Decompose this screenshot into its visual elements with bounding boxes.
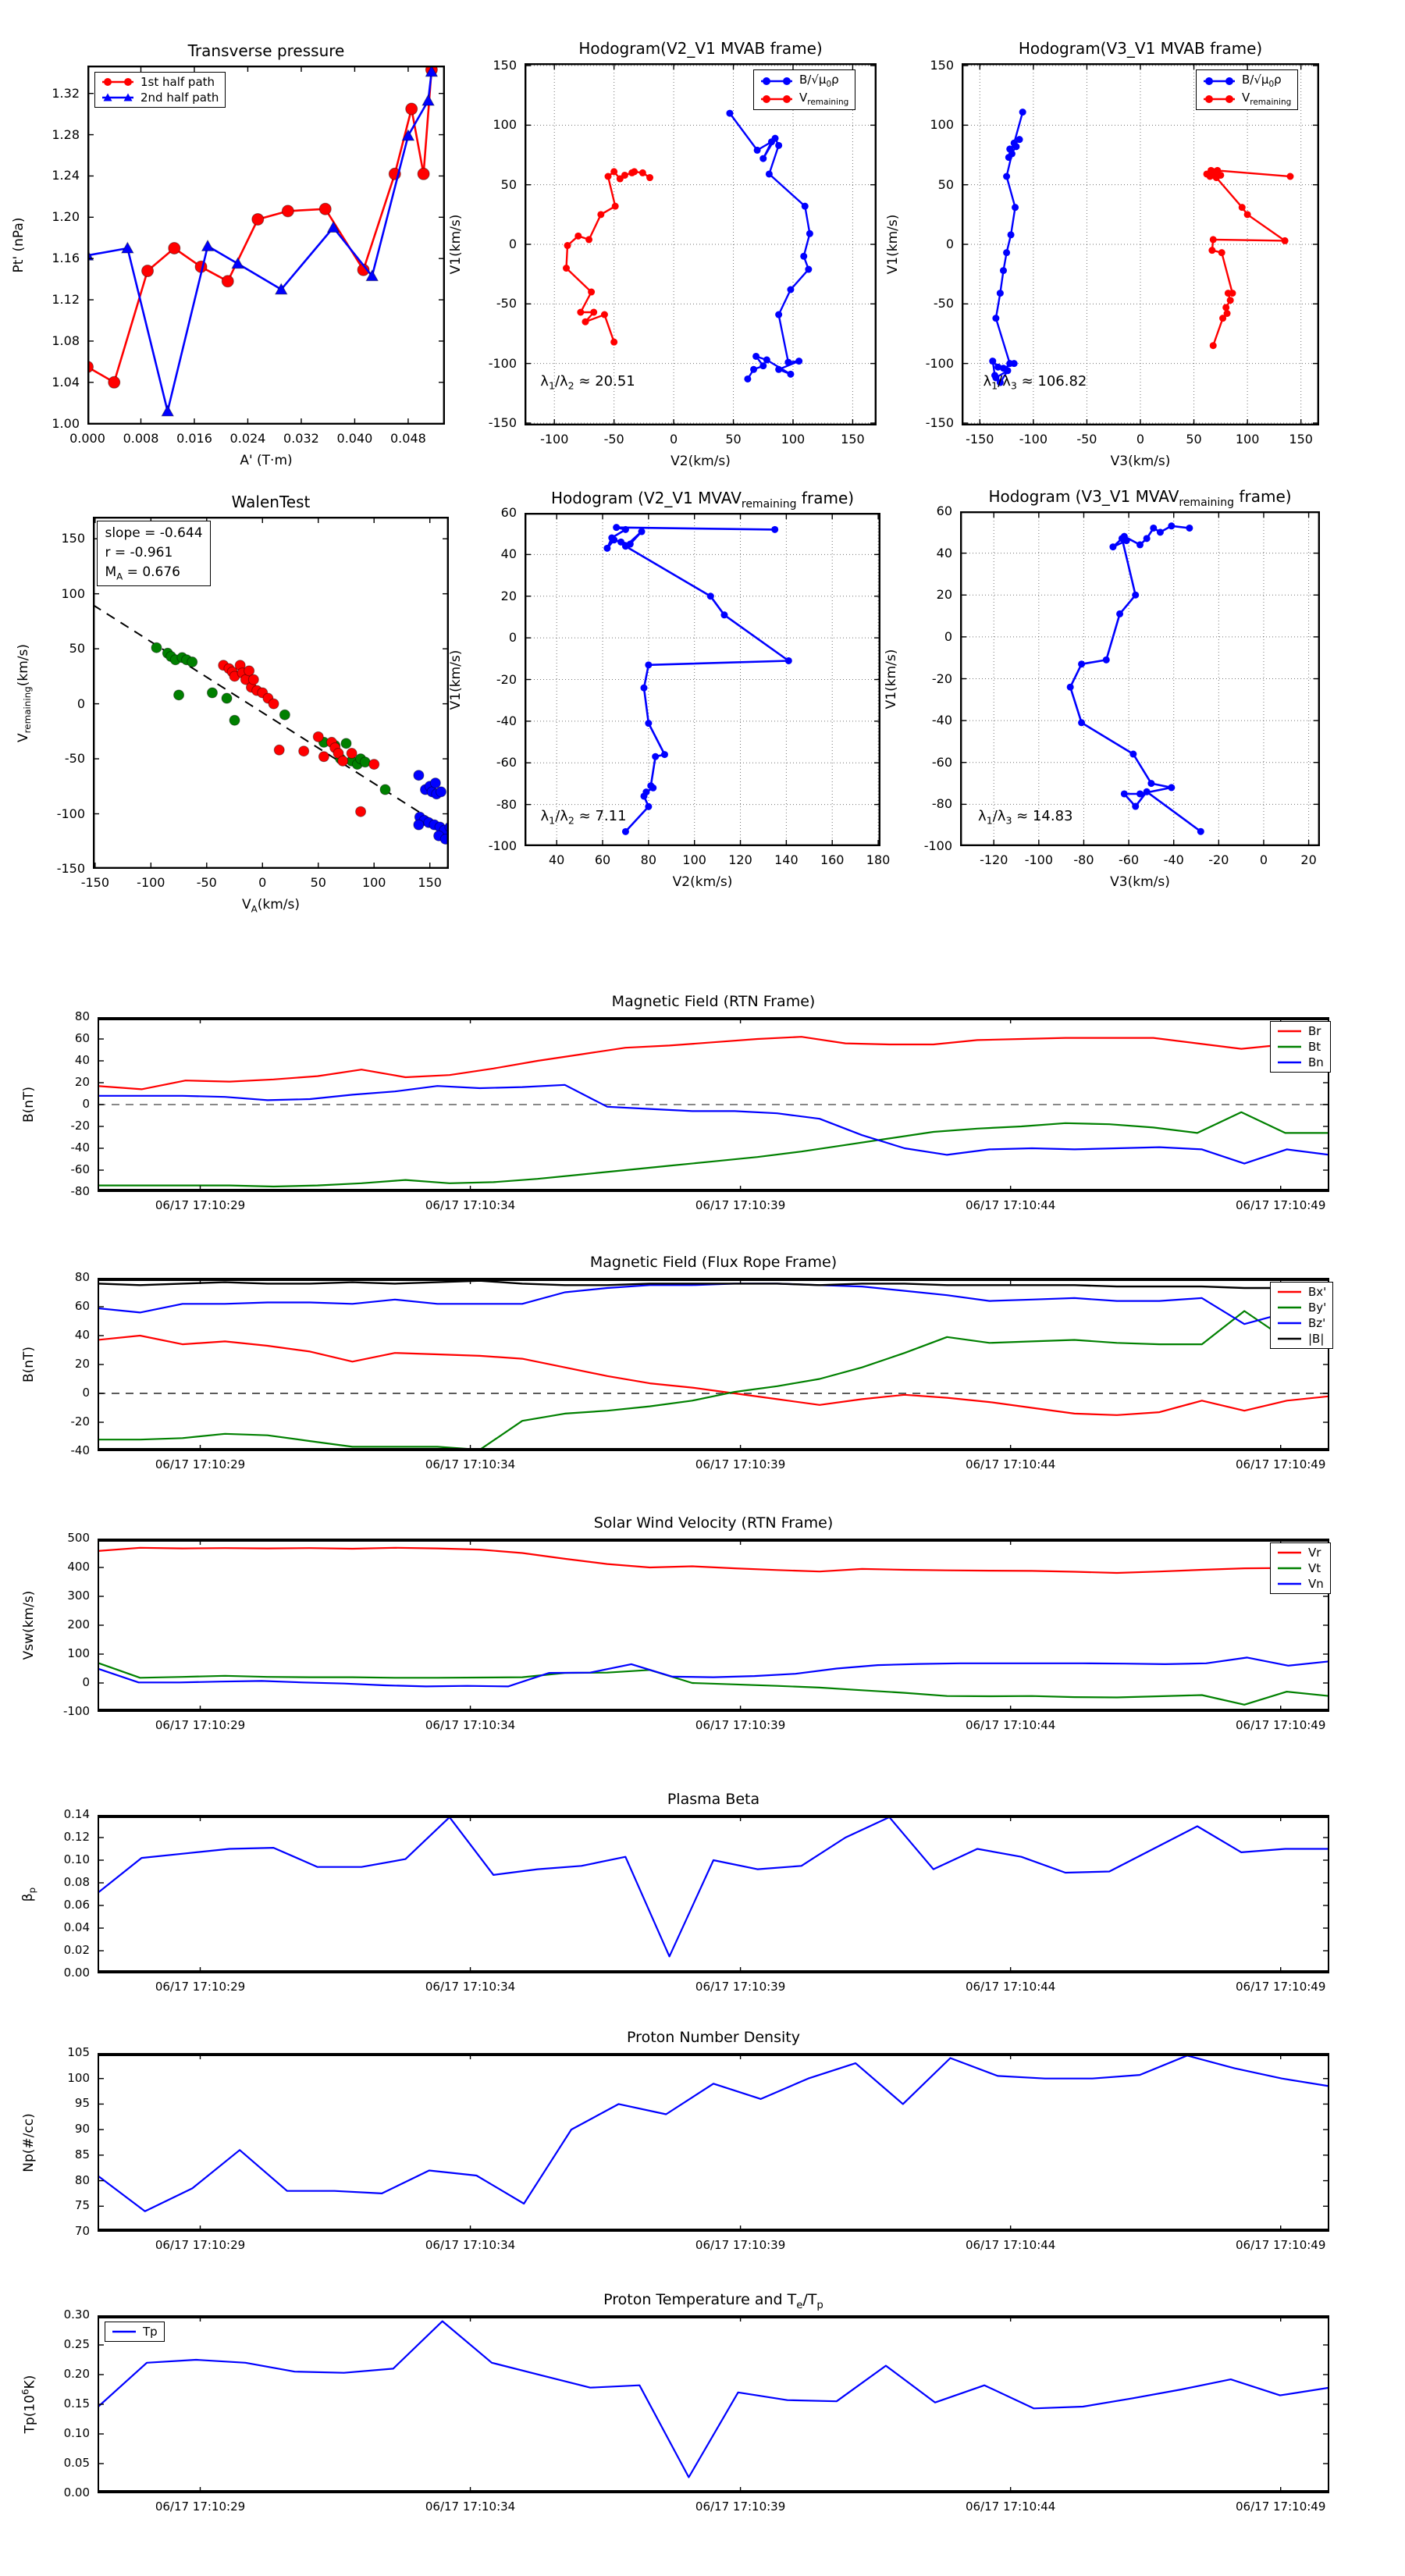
hodogram-v3v1-mvab-ytick-label: -150 — [925, 415, 954, 430]
mag-rtn-ytick-label: -40 — [70, 1140, 90, 1155]
hodogram-v2v1-mvab-legend-item — [759, 91, 848, 107]
hodogram-v3v1-mvab-xtick-label: 150 — [1289, 432, 1313, 447]
transverse-pressure-ytick-label: 1.08 — [52, 333, 80, 348]
hodogram-v2v1-mvav-ytick-label: 20 — [500, 588, 517, 603]
hodogram-v3v1-mvav-xtick-label: -120 — [980, 852, 1008, 867]
hodogram-v3v1-mvab-ytick-label: 50 — [937, 176, 954, 192]
legend-swatch-b-icon — [759, 75, 795, 87]
proton-density-ytick-label: 100 — [67, 2070, 90, 2085]
mag-rtn-legend-item — [1275, 1024, 1324, 1038]
hodogram-v3v1-mvav-xtick-label: 0 — [1259, 852, 1268, 867]
proton-temperature-title: Proton Temperature and $T_e/T_p$ — [603, 2291, 823, 2311]
proton-density-xtick-label: 06/17 17:10:49 — [1236, 2238, 1326, 2252]
plot-hodogram-v2v1-mvav — [525, 513, 880, 846]
plot-proton-temperature — [98, 2315, 1329, 2493]
transverse-pressure-xtick-label: 0.032 — [283, 431, 319, 446]
hodogram-v2v1-mvab-legend-label: $B/√\mu_0\rho$ — [799, 73, 839, 89]
transverse-pressure-xtick-label: 0.016 — [176, 431, 212, 446]
hodogram-v3v1-mvab-xlabel: V3(km/s) — [1110, 454, 1171, 469]
hodogram-v3v1-mvab-legend-label: $V_{remaining}$ — [1242, 91, 1292, 107]
hodogram-v3v1-mvav-title: Hodogram (V3_V1 $MVAV_{remaining}$ frame) — [988, 487, 1292, 509]
hodogram-v3v1-mvav-xtick-label: -40 — [1163, 852, 1184, 867]
proton-temperature-ytick-label: 0.05 — [63, 2456, 90, 2470]
walen-test-ytick-label: 0 — [76, 696, 85, 711]
hodogram-v2v1-mvav-title: Hodogram (V2_V1 $MVAV_{remaining}$ frame) — [550, 489, 855, 511]
legend-swatch-bn-icon — [1275, 1056, 1304, 1069]
mag-rtn-ytick-label: 80 — [74, 1009, 90, 1023]
mag-fluxrope-legend-item — [1275, 1285, 1326, 1299]
hodogram-v3v1-mvav-xtick-label: -100 — [1024, 852, 1053, 867]
hodogram-v2v1-mvav-ytick-label: -100 — [488, 838, 517, 853]
transverse-pressure-ytick-label: 1.32 — [52, 85, 80, 101]
plasma-beta-ytick-label: 0.14 — [63, 1807, 90, 1821]
walen-test-xtick-label: -150 — [80, 875, 109, 890]
hodogram-v2v1-mvab-legend — [753, 69, 855, 110]
proton-temperature-xtick-label: 06/17 17:10:39 — [695, 2500, 786, 2514]
hodogram-v3v1-mvab-plot-area — [962, 63, 1319, 425]
mag-rtn-ylabel: B(nT) — [21, 1086, 37, 1123]
plasma-beta-xtick-label: 06/17 17:10:39 — [695, 1980, 786, 1994]
vsw-rtn-xtick-label: 06/17 17:10:44 — [965, 1718, 1056, 1732]
vsw-rtn-ytick-label: 500 — [67, 1531, 90, 1545]
legend-swatch-bx-icon — [1275, 1286, 1304, 1298]
mag-fluxrope-legend-label: Bx' — [1308, 1285, 1327, 1299]
mag-rtn-xtick-label: 06/17 17:10:29 — [155, 1198, 246, 1212]
hodogram-v2v1-mvab-xtick-label: 0 — [670, 432, 678, 447]
hodogram-v2v1-mvab-legend-item — [759, 73, 848, 89]
legend-swatch-br-icon — [1275, 1025, 1304, 1037]
hodogram-v3v1-mvav-xlabel: V3(km/s) — [1110, 874, 1170, 890]
hodogram-v2v1-mvav-xlabel: V2(km/s) — [672, 874, 733, 890]
walen-test-xtick-label: -100 — [137, 875, 165, 890]
hodogram-v2v1-mvav-ytick-label: -20 — [496, 671, 517, 687]
hodogram-v2v1-mvav-ytick-label: 40 — [500, 546, 517, 562]
walen-test-ytick-label: -100 — [56, 806, 85, 821]
transverse-pressure-ytick-label: 1.12 — [52, 292, 80, 308]
mag-fluxrope-legend — [1270, 1282, 1333, 1349]
plasma-beta-xtick-label: 06/17 17:10:44 — [965, 1980, 1056, 1994]
hodogram-v3v1-mvab-legend-item — [1201, 73, 1291, 89]
legend-swatch-sthalfpath-icon — [100, 76, 136, 88]
mag-rtn-xtick-label: 06/17 17:10:39 — [695, 1198, 786, 1212]
proton-density-plot-area — [98, 2053, 1329, 2232]
hodogram-v3v1-mvav-ytick-label: -60 — [931, 754, 952, 770]
walen-test-annotation: slope = -0.644 r = -0.961 $M_A = 0.676$ — [97, 521, 210, 586]
hodogram-v2v1-mvav-ytick-label: -40 — [496, 713, 517, 728]
proton-density-ytick-label: 75 — [74, 2198, 90, 2213]
mag-fluxrope-plot-area — [98, 1278, 1329, 1451]
mag-rtn-ytick-label: 0 — [82, 1097, 90, 1111]
mag-rtn-legend — [1270, 1021, 1331, 1073]
plot-hodogram-v3v1-mvab — [962, 63, 1319, 425]
mag-fluxrope-ytick-label: -20 — [70, 1414, 90, 1429]
proton-density-ytick-label: 70 — [74, 2224, 90, 2238]
hodogram-v2v1-mvab-xtick-label: 100 — [781, 432, 806, 447]
mag-fluxrope-xtick-label: 06/17 17:10:49 — [1236, 1457, 1326, 1471]
mag-rtn-title: Magnetic Field (RTN Frame) — [611, 993, 816, 1010]
proton-temperature-ytick-label: 0.25 — [63, 2337, 90, 2351]
transverse-pressure-legend-label: 1st half path — [140, 75, 215, 89]
vsw-rtn-legend-item — [1275, 1546, 1324, 1560]
mag-fluxrope-ytick-label: 0 — [82, 1386, 90, 1400]
hodogram-v3v1-mvav-ytick-label: 60 — [936, 503, 952, 518]
plasma-beta-xtick-label: 06/17 17:10:34 — [425, 1980, 516, 1994]
hodogram-v3v1-mvab-xtick-label: -150 — [966, 432, 994, 447]
mag-fluxrope-legend-item — [1275, 1316, 1326, 1330]
mag-fluxrope-xtick-label: 06/17 17:10:39 — [695, 1457, 786, 1471]
hodogram-v2v1-mvav-xtick-label: 40 — [548, 852, 565, 867]
plasma-beta-ytick-label: 0.06 — [63, 1898, 90, 1912]
transverse-pressure-xtick-label: 0.024 — [229, 431, 266, 446]
mag-fluxrope-ytick-label: 20 — [74, 1357, 90, 1371]
hodogram-v2v1-mvab-ytick-label: -50 — [496, 296, 517, 311]
mag-rtn-legend-label: Bt — [1308, 1040, 1321, 1054]
hodogram-v3v1-mvab-ytick-label: -50 — [933, 296, 954, 311]
proton-temperature-ytick-label: 0.00 — [63, 2485, 90, 2500]
plasma-beta-ytick-label: 0.04 — [63, 1920, 90, 1934]
hodogram-v3v1-mvav-ytick-label: 40 — [936, 545, 952, 560]
hodogram-v3v1-mvav-plot-area — [960, 511, 1320, 846]
mag-rtn-ytick-label: 60 — [74, 1031, 90, 1045]
walen-test-ytick-label: -50 — [64, 751, 85, 767]
proton-temperature-xtick-label: 06/17 17:10:49 — [1236, 2500, 1326, 2514]
vsw-rtn-plot-area — [98, 1539, 1329, 1712]
vsw-rtn-ytick-label: 100 — [67, 1646, 90, 1660]
transverse-pressure-ytick-label: 1.24 — [52, 168, 80, 183]
hodogram-v3v1-mvav-ytick-label: -100 — [923, 838, 952, 853]
plasma-beta-ylabel: $\beta_p$ — [20, 1887, 38, 1902]
walen-test-ytick-label: 50 — [69, 641, 85, 656]
proton-density-title: Proton Number Density — [627, 2029, 800, 2046]
mag-fluxrope-legend-label: |B| — [1308, 1332, 1325, 1346]
vsw-rtn-xtick-label: 06/17 17:10:34 — [425, 1718, 516, 1732]
hodogram-v3v1-mvab-ytick-label: 0 — [945, 237, 954, 251]
hodogram-v3v1-mvab-legend — [1196, 69, 1298, 110]
transverse-pressure-ytick-label: 1.16 — [52, 251, 80, 266]
proton-temperature-plot-area — [98, 2315, 1329, 2493]
hodogram-v3v1-mvav-ytick-label: -40 — [931, 713, 952, 728]
hodogram-v2v1-mvab-ytick-label: 100 — [493, 117, 517, 133]
hodogram-v2v1-mvab-xlabel: V2(km/s) — [670, 454, 731, 469]
transverse-pressure-ytick-label: 1.28 — [52, 126, 80, 142]
mag-fluxrope-legend-label: By' — [1308, 1300, 1327, 1315]
legend-swatch-ndhalfpath-icon — [100, 91, 136, 104]
hodogram-v2v1-mvav-xtick-label: 100 — [682, 852, 706, 867]
transverse-pressure-xlabel: A' (T·m) — [240, 453, 293, 468]
hodogram-v2v1-mvab-ylabel: V1(km/s) — [448, 214, 464, 275]
transverse-pressure-legend-item — [100, 91, 219, 105]
legend-swatch-tp-icon — [110, 2325, 138, 2338]
walen-test-title: WalenTest — [231, 493, 311, 511]
hodogram-v2v1-mvav-annotation: $\lambda_1/\lambda_2 \approx 7.11$ — [540, 807, 627, 827]
mag-rtn-ytick-label: 40 — [74, 1053, 90, 1067]
legend-swatch-b-icon — [1275, 1332, 1304, 1345]
proton-density-ytick-label: 95 — [74, 2096, 90, 2111]
hodogram-v2v1-mvav-xtick-label: 140 — [774, 852, 799, 867]
hodogram-v2v1-mvav-xtick-label: 160 — [820, 852, 845, 867]
vsw-rtn-xtick-label: 06/17 17:10:39 — [695, 1718, 786, 1732]
proton-density-ytick-label: 85 — [74, 2147, 90, 2161]
hodogram-v3v1-mvab-ylabel: V1(km/s) — [885, 214, 901, 275]
walen-test-xtick-label: -50 — [196, 875, 217, 890]
vsw-rtn-xtick-label: 06/17 17:10:29 — [155, 1718, 246, 1732]
vsw-rtn-ytick-label: 300 — [67, 1589, 90, 1603]
vsw-rtn-legend-item — [1275, 1561, 1324, 1575]
hodogram-v3v1-mvab-xtick-label: 50 — [1186, 432, 1202, 447]
walen-test-ytick-label: 100 — [61, 585, 85, 601]
plot-hodogram-v3v1-mvav — [960, 511, 1320, 846]
plot-mag-fluxrope — [98, 1278, 1329, 1451]
hodogram-v3v1-mvab-ytick-label: 100 — [930, 117, 954, 133]
mag-fluxrope-ytick-label: 80 — [74, 1270, 90, 1284]
walen-test-xlabel: $V_A(km/s)$ — [241, 897, 301, 915]
vsw-rtn-legend-item — [1275, 1577, 1324, 1591]
proton-temperature-ytick-label: 0.10 — [63, 2426, 90, 2440]
mag-rtn-ytick-label: -20 — [70, 1119, 90, 1133]
vsw-rtn-legend — [1270, 1542, 1331, 1594]
mag-fluxrope-legend-label: Bz' — [1308, 1316, 1326, 1330]
mag-fluxrope-xtick-label: 06/17 17:10:34 — [425, 1457, 516, 1471]
mag-rtn-legend-item — [1275, 1055, 1324, 1069]
hodogram-v2v1-mvab-ytick-label: 50 — [500, 176, 517, 192]
hodogram-v3v1-mvab-xtick-label: -50 — [1076, 432, 1097, 447]
proton-temperature-xtick-label: 06/17 17:10:29 — [155, 2500, 246, 2514]
hodogram-v3v1-mvab-xtick-label: 100 — [1235, 432, 1260, 447]
mag-rtn-ytick-label: -60 — [70, 1162, 90, 1176]
proton-density-xtick-label: 06/17 17:10:39 — [695, 2238, 786, 2252]
hodogram-v3v1-mvav-ytick-label: 20 — [936, 587, 952, 603]
hodogram-v3v1-mvav-annotation: $\lambda_1/\lambda_3 \approx 14.83$ — [978, 807, 1073, 827]
hodogram-v3v1-mvab-title: Hodogram(V3_V1 MVAB frame) — [1018, 39, 1263, 58]
mag-fluxrope-xtick-label: 06/17 17:10:29 — [155, 1457, 246, 1471]
hodogram-v2v1-mvab-title: Hodogram(V2_V1 MVAB frame) — [578, 39, 823, 58]
vsw-rtn-legend-label: Vn — [1308, 1577, 1324, 1591]
proton-density-ytick-label: 105 — [67, 2045, 90, 2059]
hodogram-v3v1-mvab-ytick-label: 150 — [930, 58, 954, 73]
transverse-pressure-ytick-label: 1.04 — [52, 374, 80, 390]
plasma-beta-ytick-label: 0.02 — [63, 1943, 90, 1957]
transverse-pressure-xtick-label: 0.000 — [69, 431, 105, 446]
proton-density-xtick-label: 06/17 17:10:29 — [155, 2238, 246, 2252]
walen-test-xtick-label: 50 — [310, 875, 326, 890]
hodogram-v3v1-mvab-ytick-label: -100 — [925, 355, 954, 371]
transverse-pressure-legend — [94, 72, 226, 108]
hodogram-v2v1-mvav-ytick-label: -80 — [496, 796, 517, 812]
mag-rtn-ytick-label: -80 — [70, 1184, 90, 1198]
transverse-pressure-ytick-label: 1.20 — [52, 209, 80, 225]
proton-temperature-ytick-label: 0.30 — [63, 2307, 90, 2322]
mag-rtn-ytick-label: 20 — [74, 1075, 90, 1089]
transverse-pressure-legend-label: 2nd half path — [140, 91, 219, 105]
mag-rtn-legend-label: Bn — [1308, 1055, 1324, 1069]
transverse-pressure-title: Transverse pressure — [187, 41, 345, 60]
walen-test-ytick-label: -150 — [56, 861, 85, 876]
hodogram-v2v1-mvav-xtick-label: 80 — [640, 852, 657, 867]
legend-swatch-vt-icon — [1275, 1562, 1304, 1574]
proton-temperature-xtick-label: 06/17 17:10:44 — [965, 2500, 1056, 2514]
mag-fluxrope-ytick-label: -40 — [70, 1443, 90, 1457]
hodogram-v2v1-mvab-annotation: $\lambda_1/\lambda_2 \approx 20.51$ — [540, 372, 635, 392]
legend-swatch-bz-icon — [1275, 1317, 1304, 1329]
hodogram-v2v1-mvab-ytick-label: 150 — [493, 58, 517, 73]
mag-fluxrope-title: Magnetic Field (Flux Rope Frame) — [589, 1254, 838, 1271]
plasma-beta-ytick-label: 0.10 — [63, 1852, 90, 1866]
mag-rtn-plot-area — [98, 1017, 1329, 1192]
hodogram-v2v1-mvab-plot-area — [525, 63, 877, 425]
transverse-pressure-ylabel: Pt' (nPa) — [11, 217, 27, 273]
plot-hodogram-v2v1-mvab — [525, 63, 877, 425]
plot-proton-density — [98, 2053, 1329, 2232]
hodogram-v2v1-mvab-xtick-label: -50 — [603, 432, 624, 447]
hodogram-v2v1-mvav-xtick-label: 180 — [866, 852, 891, 867]
hodogram-v2v1-mvab-xtick-label: -100 — [540, 432, 569, 447]
plot-vsw-rtn — [98, 1539, 1329, 1712]
hodogram-v2v1-mvav-ytick-label: 0 — [508, 630, 517, 646]
vsw-rtn-legend-label: Vt — [1308, 1561, 1321, 1575]
mag-rtn-legend-item — [1275, 1040, 1324, 1054]
legend-swatch-bt-icon — [1275, 1041, 1304, 1053]
vsw-rtn-ytick-label: -100 — [62, 1704, 90, 1718]
proton-density-ytick-label: 90 — [74, 2122, 90, 2137]
mag-fluxrope-xtick-label: 06/17 17:10:44 — [965, 1457, 1056, 1471]
plasma-beta-xtick-label: 06/17 17:10:29 — [155, 1980, 246, 1994]
mag-fluxrope-ylabel: B(nT) — [21, 1346, 37, 1383]
hodogram-v2v1-mvab-xtick-label: 150 — [841, 432, 865, 447]
mag-rtn-legend-label: Br — [1308, 1024, 1321, 1038]
hodogram-v2v1-mvab-xtick-label: 50 — [725, 432, 742, 447]
hodogram-v2v1-mvav-xtick-label: 120 — [728, 852, 752, 867]
vsw-rtn-ytick-label: 0 — [82, 1675, 90, 1689]
walen-test-xtick-label: 0 — [258, 875, 267, 890]
plasma-beta-ytick-label: 0.12 — [63, 1830, 90, 1844]
proton-temperature-xtick-label: 06/17 17:10:34 — [425, 2500, 516, 2514]
hodogram-v2v1-mvab-ytick-label: -150 — [488, 415, 517, 430]
hodogram-v3v1-mvav-ytick-label: 0 — [944, 628, 952, 644]
hodogram-v2v1-mvav-ylabel: V1(km/s) — [448, 649, 464, 710]
vsw-rtn-title: Solar Wind Velocity (RTN Frame) — [593, 1514, 834, 1532]
plot-plasma-beta — [98, 1815, 1329, 1973]
proton-temperature-legend-label: Tp — [143, 2325, 158, 2339]
hodogram-v2v1-mvav-xtick-label: 60 — [594, 852, 611, 867]
hodogram-v3v1-mvav-ytick-label: -20 — [931, 671, 952, 686]
hodogram-v3v1-mvab-xtick-label: 0 — [1136, 432, 1145, 447]
walen-test-ylabel: $V_{remaining}(km/s)$ — [15, 643, 34, 742]
transverse-pressure-xtick-label: 0.008 — [123, 431, 159, 446]
hodogram-v2v1-mvab-legend-label: $V_{remaining}$ — [799, 91, 849, 107]
hodogram-v3v1-mvab-legend-item — [1201, 91, 1291, 107]
hodogram-v2v1-mvav-ytick-label: 60 — [500, 505, 517, 520]
transverse-pressure-xtick-label: 0.040 — [336, 431, 373, 446]
mag-rtn-xtick-label: 06/17 17:10:44 — [965, 1198, 1056, 1212]
legend-swatch-vn-icon — [1275, 1578, 1304, 1590]
vsw-rtn-legend-label: Vr — [1308, 1546, 1321, 1560]
hodogram-v3v1-mvav-xtick-label: -60 — [1119, 852, 1140, 867]
hodogram-v3v1-mvav-xtick-label: 20 — [1300, 852, 1317, 867]
plasma-beta-title: Plasma Beta — [667, 1791, 760, 1808]
plot-transverse-pressure — [87, 66, 445, 425]
walen-test-xtick-label: 100 — [361, 875, 386, 890]
proton-density-ylabel: Np(#/cc) — [21, 2112, 37, 2172]
proton-temperature-legend-item — [110, 2325, 158, 2339]
plasma-beta-ytick-label: 0.00 — [63, 1966, 90, 1980]
walen-test-ytick-label: 150 — [61, 531, 85, 546]
vsw-rtn-ylabel: Vsw(km/s) — [21, 1590, 37, 1660]
proton-temperature-ytick-label: 0.15 — [63, 2396, 90, 2411]
proton-density-ytick-label: 80 — [74, 2172, 90, 2187]
hodogram-v3v1-mvab-xtick-label: -100 — [1019, 432, 1048, 447]
proton-temperature-ytick-label: 0.20 — [63, 2367, 90, 2381]
hodogram-v3v1-mvab-annotation: $\lambda_1/\lambda_3 \approx 106.82$ — [983, 372, 1087, 392]
mag-rtn-xtick-label: 06/17 17:10:49 — [1236, 1198, 1326, 1212]
vsw-rtn-ytick-label: 200 — [67, 1617, 90, 1631]
proton-temperature-legend — [105, 2322, 165, 2342]
hodogram-v2v1-mvab-ytick-label: 0 — [508, 237, 517, 251]
hodogram-v3v1-mvav-xtick-label: -80 — [1073, 852, 1094, 867]
legend-swatch-b-icon — [1201, 75, 1237, 87]
legend-swatch-vremaining-icon — [759, 93, 795, 105]
transverse-pressure-xtick-label: 0.048 — [390, 431, 426, 446]
vsw-rtn-xtick-label: 06/17 17:10:49 — [1236, 1718, 1326, 1732]
legend-swatch-vremaining-icon — [1201, 93, 1237, 105]
plasma-beta-xtick-label: 06/17 17:10:49 — [1236, 1980, 1326, 1994]
proton-temperature-ylabel: $Tp(10^6K)$ — [20, 2375, 38, 2434]
transverse-pressure-plot-area — [87, 66, 445, 425]
hodogram-v3v1-mvav-ylabel: V1(km/s) — [884, 649, 899, 709]
hodogram-v3v1-mvav-xtick-label: -20 — [1208, 852, 1229, 867]
transverse-pressure-legend-item — [100, 75, 219, 89]
plot-mag-rtn — [98, 1017, 1329, 1192]
hodogram-v3v1-mvav-ytick-label: -80 — [931, 796, 952, 812]
transverse-pressure-ytick-label: 1.00 — [52, 415, 80, 431]
hodogram-v2v1-mvab-ytick-label: -100 — [488, 355, 517, 371]
hodogram-v2v1-mvav-ytick-label: -60 — [496, 755, 517, 770]
plasma-beta-ytick-label: 0.08 — [63, 1875, 90, 1889]
plasma-beta-plot-area — [98, 1815, 1329, 1973]
vsw-rtn-ytick-label: 400 — [67, 1560, 90, 1574]
walen-test-xtick-label: 150 — [418, 875, 442, 890]
hodogram-v3v1-mvab-legend-label: $B/√\mu_0\rho$ — [1242, 73, 1282, 89]
legend-swatch-vr-icon — [1275, 1546, 1304, 1559]
mag-fluxrope-ytick-label: 60 — [74, 1299, 90, 1313]
proton-density-xtick-label: 06/17 17:10:44 — [965, 2238, 1056, 2252]
mag-fluxrope-legend-item — [1275, 1332, 1326, 1346]
mag-rtn-xtick-label: 06/17 17:10:34 — [425, 1198, 516, 1212]
proton-density-xtick-label: 06/17 17:10:34 — [425, 2238, 516, 2252]
mag-fluxrope-legend-item — [1275, 1300, 1326, 1315]
mag-fluxrope-ytick-label: 40 — [74, 1328, 90, 1342]
hodogram-v2v1-mvav-plot-area — [525, 513, 880, 846]
legend-swatch-by-icon — [1275, 1301, 1304, 1314]
